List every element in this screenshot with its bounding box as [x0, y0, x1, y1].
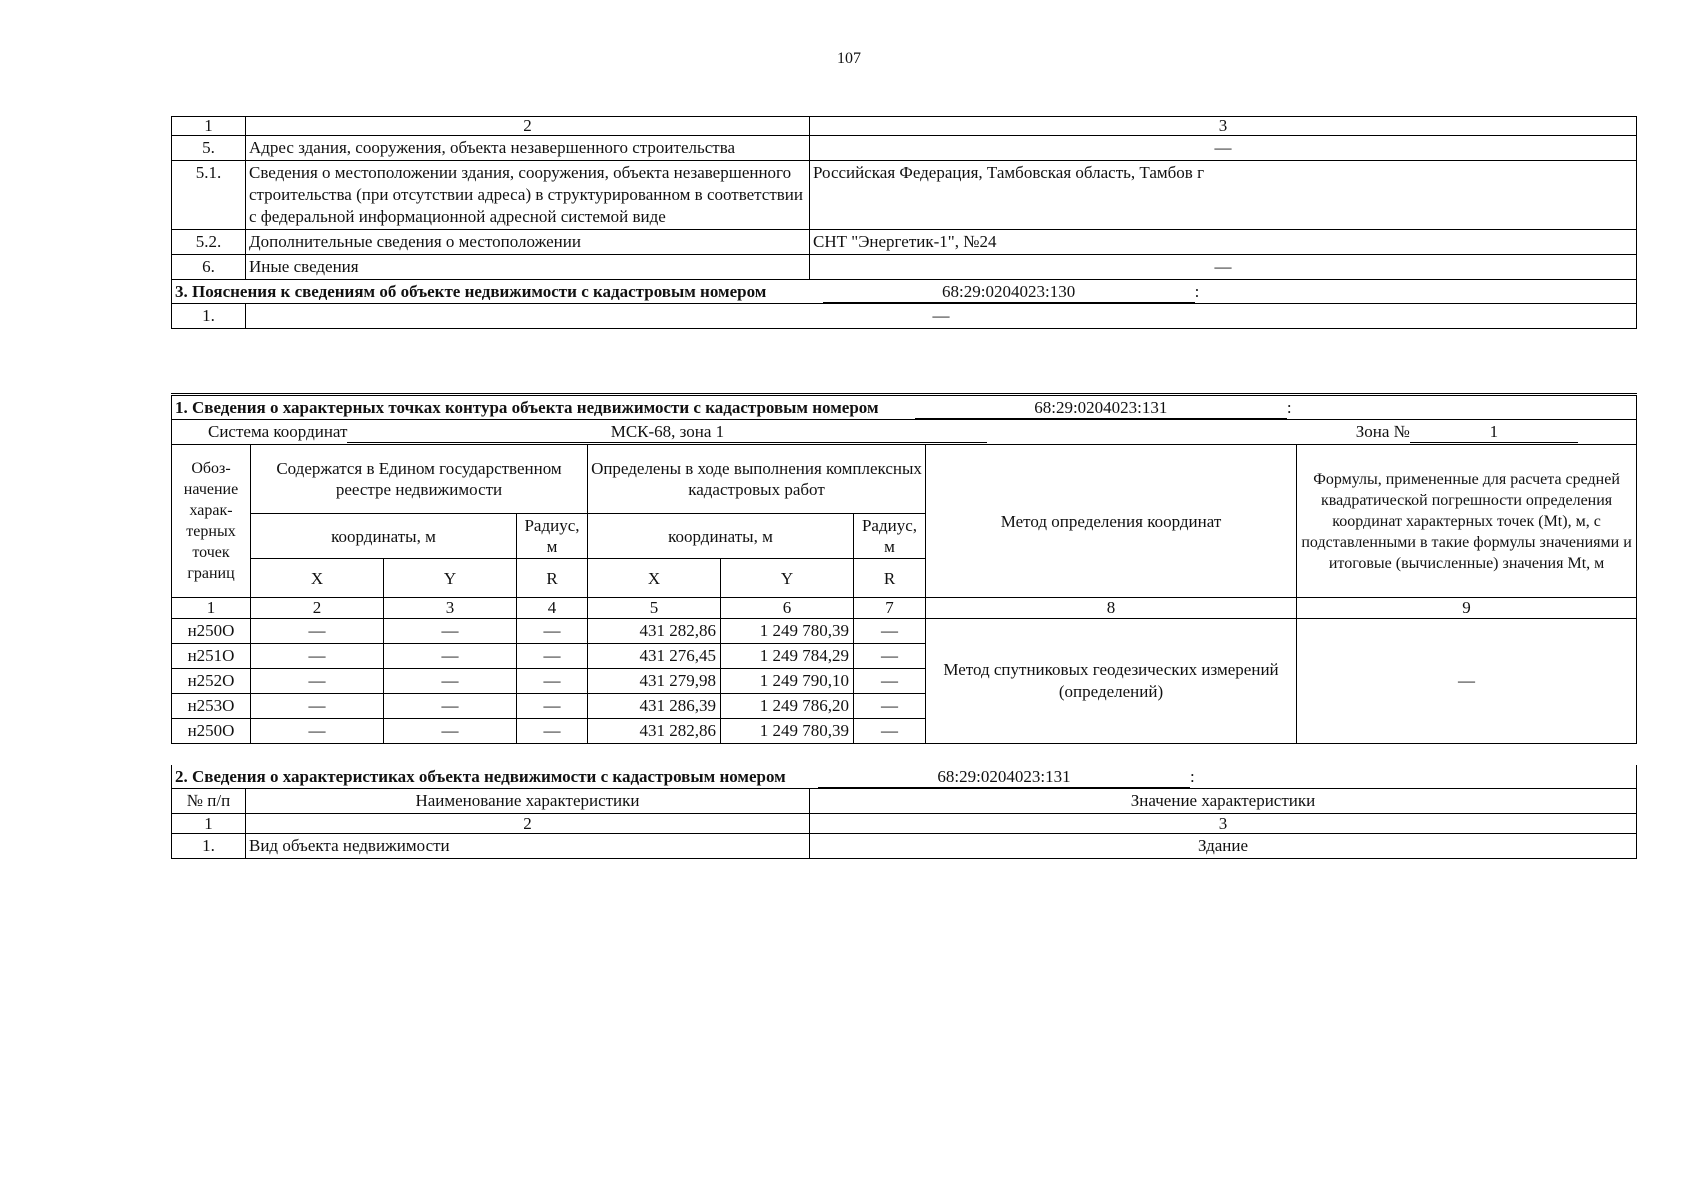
coords-header: координаты, м: [588, 514, 854, 559]
section-title: 1. Сведения о характерных точках контура объекта недвижимости с кадастровым номером: [175, 398, 879, 417]
column-number: 2: [246, 117, 810, 136]
contour-points-table: [171, 393, 1637, 744]
address-table: [171, 116, 1637, 329]
row-number: 5.1.: [172, 161, 246, 230]
column-number: 3: [810, 814, 1637, 834]
cadastral-number: 68:29:0204023:130: [823, 282, 1195, 303]
row-number: 1.: [172, 304, 246, 329]
y-egrn-value: —: [384, 719, 517, 744]
table-row: [172, 230, 1637, 255]
formula-header: Формулы, примененные для расчета средней квадратической погрешности определения координат характерных точек (Mt), м, с подставленными в такие формулы значениями и итоговые (вычисленные) значения Mt, м: [1297, 445, 1637, 598]
table-row: [172, 304, 1637, 329]
coord-system-cell: [172, 420, 1637, 445]
x-egrn-value: —: [251, 719, 384, 744]
y-value: 1 249 790,10: [721, 669, 854, 694]
x-egrn-value: —: [251, 694, 384, 719]
x-value: 431 282,86: [588, 719, 721, 744]
y-egrn-value: —: [384, 619, 517, 644]
point-row: [172, 619, 1637, 644]
y-value: 1 249 780,39: [721, 719, 854, 744]
radius-header: Радиус, м: [854, 514, 926, 559]
row-number: 5.2.: [172, 230, 246, 255]
column-number: 8: [926, 598, 1297, 619]
section-heading: [172, 765, 1637, 789]
coord-system-value: МСК-68, зона 1: [347, 422, 987, 443]
r-value: —: [854, 694, 926, 719]
method-header: Метод определения координат: [926, 445, 1297, 598]
cadastral-number: 68:29:0204023:131: [915, 398, 1287, 419]
row-value: —: [246, 304, 1637, 329]
x-value: 431 276,45: [588, 644, 721, 669]
column-number: 1: [172, 814, 246, 834]
section-title: 3. Пояснения к сведениям об объекте недвижимости с кадастровым номером: [175, 282, 767, 301]
row-number: 6.: [172, 255, 246, 280]
row-label: Адрес здания, сооружения, объекта незавершенного строительства: [246, 136, 810, 161]
table-row: [172, 136, 1637, 161]
r-value: —: [854, 644, 926, 669]
point-name: н250О: [172, 719, 251, 744]
r-egrn-value: —: [517, 619, 588, 644]
y-egrn-value: —: [384, 694, 517, 719]
table-row: [172, 255, 1637, 280]
egrn-header: Содержатся в Едином государственном реестре недвижимости: [251, 445, 588, 514]
row-number: 5.: [172, 136, 246, 161]
column-number-row: [172, 598, 1637, 619]
x-egrn-value: —: [251, 644, 384, 669]
r-header: R: [854, 559, 926, 598]
x-egrn-value: —: [251, 619, 384, 644]
row-number: 1.: [172, 834, 246, 859]
r-egrn-value: —: [517, 694, 588, 719]
r-egrn-value: —: [517, 719, 588, 744]
x-value: 431 279,98: [588, 669, 721, 694]
section-heading: [172, 280, 1637, 304]
title-suffix: :: [1286, 398, 1292, 417]
y-value: 1 249 786,20: [721, 694, 854, 719]
row-label: Иные сведения: [246, 255, 810, 280]
section-title: 2. Сведения о характеристиках объекта недвижимости с кадастровым номером: [175, 767, 786, 786]
column-number: 2: [246, 814, 810, 834]
column-number-row: [172, 117, 1637, 136]
section-heading: [172, 395, 1637, 420]
column-number: 3: [384, 598, 517, 619]
r-value: —: [854, 619, 926, 644]
x-value: 431 282,86: [588, 619, 721, 644]
y-header: Y: [384, 559, 517, 598]
y-egrn-value: —: [384, 669, 517, 694]
column-number: 5: [588, 598, 721, 619]
characteristic-value-header: Значение характеристики: [810, 789, 1637, 814]
r-value: —: [854, 719, 926, 744]
point-name: н252О: [172, 669, 251, 694]
title-suffix: :: [1190, 767, 1195, 786]
radius-header: Радиус, м: [517, 514, 588, 559]
row-label: Дополнительные сведения о местоположении: [246, 230, 810, 255]
coord-system-label: Система координат: [208, 422, 348, 441]
row-label: Сведения о местоположении здания, сооружения, объекта незавершенного строительства (при отсутствии адреса) в структурированном в соответствии с федеральной информационной адресной системой виде: [246, 161, 810, 230]
zone-value: 1: [1410, 422, 1578, 443]
kkr-header: Определены в ходе выполнения комплексных кадастровых работ: [588, 445, 926, 514]
column-number: 3: [810, 117, 1637, 136]
row-value: Здание: [810, 834, 1637, 859]
point-designation-header: Обоз- начение харак- терных точек границ: [172, 445, 251, 598]
x-header: X: [588, 559, 721, 598]
r-egrn-value: —: [517, 644, 588, 669]
column-number: 9: [1297, 598, 1637, 619]
r-value: —: [854, 669, 926, 694]
table-row: [172, 161, 1637, 230]
r-egrn-value: —: [517, 669, 588, 694]
r-header: R: [517, 559, 588, 598]
column-number: 2: [251, 598, 384, 619]
x-egrn-value: —: [251, 669, 384, 694]
column-number: 1: [172, 598, 251, 619]
x-value: 431 286,39: [588, 694, 721, 719]
column-number: 1: [172, 117, 246, 136]
column-number: 6: [721, 598, 854, 619]
header-row: [172, 789, 1637, 814]
page-number: 107: [837, 50, 861, 67]
point-name: н251О: [172, 644, 251, 669]
method-value: Метод спутниковых геодезических измерений (определений): [926, 619, 1297, 744]
title-suffix: :: [1194, 282, 1200, 301]
column-number-row: [172, 814, 1637, 834]
coord-system-row: [172, 420, 1637, 445]
y-value: 1 249 780,39: [721, 619, 854, 644]
header-row: [172, 445, 1637, 514]
point-name: н250О: [172, 619, 251, 644]
table-row: [172, 834, 1637, 859]
coords-header: координаты, м: [251, 514, 517, 559]
point-name: н253О: [172, 694, 251, 719]
column-number: 4: [517, 598, 588, 619]
section-heading-row: [172, 765, 1637, 789]
cadastral-number: 68:29:0204023:131: [818, 767, 1190, 788]
y-value: 1 249 784,29: [721, 644, 854, 669]
zone-label: Зона №: [1355, 422, 1410, 441]
formula-value: —: [1297, 619, 1637, 744]
section-heading-row: [172, 395, 1637, 420]
y-header: Y: [721, 559, 854, 598]
y-egrn-value: —: [384, 644, 517, 669]
row-value: СНТ "Энергетик-1", №24: [810, 230, 1637, 255]
column-number: 7: [854, 598, 926, 619]
row-label: Вид объекта недвижимости: [246, 834, 810, 859]
row-value: —: [810, 136, 1637, 161]
row-value: Российская Федерация, Тамбовская область, Тамбов г: [810, 161, 1637, 230]
characteristics-table: [171, 765, 1637, 859]
characteristic-name-header: Наименование характеристики: [246, 789, 810, 814]
x-header: X: [251, 559, 384, 598]
row-value: —: [810, 255, 1637, 280]
number-header: № п/п: [172, 789, 246, 814]
section-heading-row: [172, 280, 1637, 304]
